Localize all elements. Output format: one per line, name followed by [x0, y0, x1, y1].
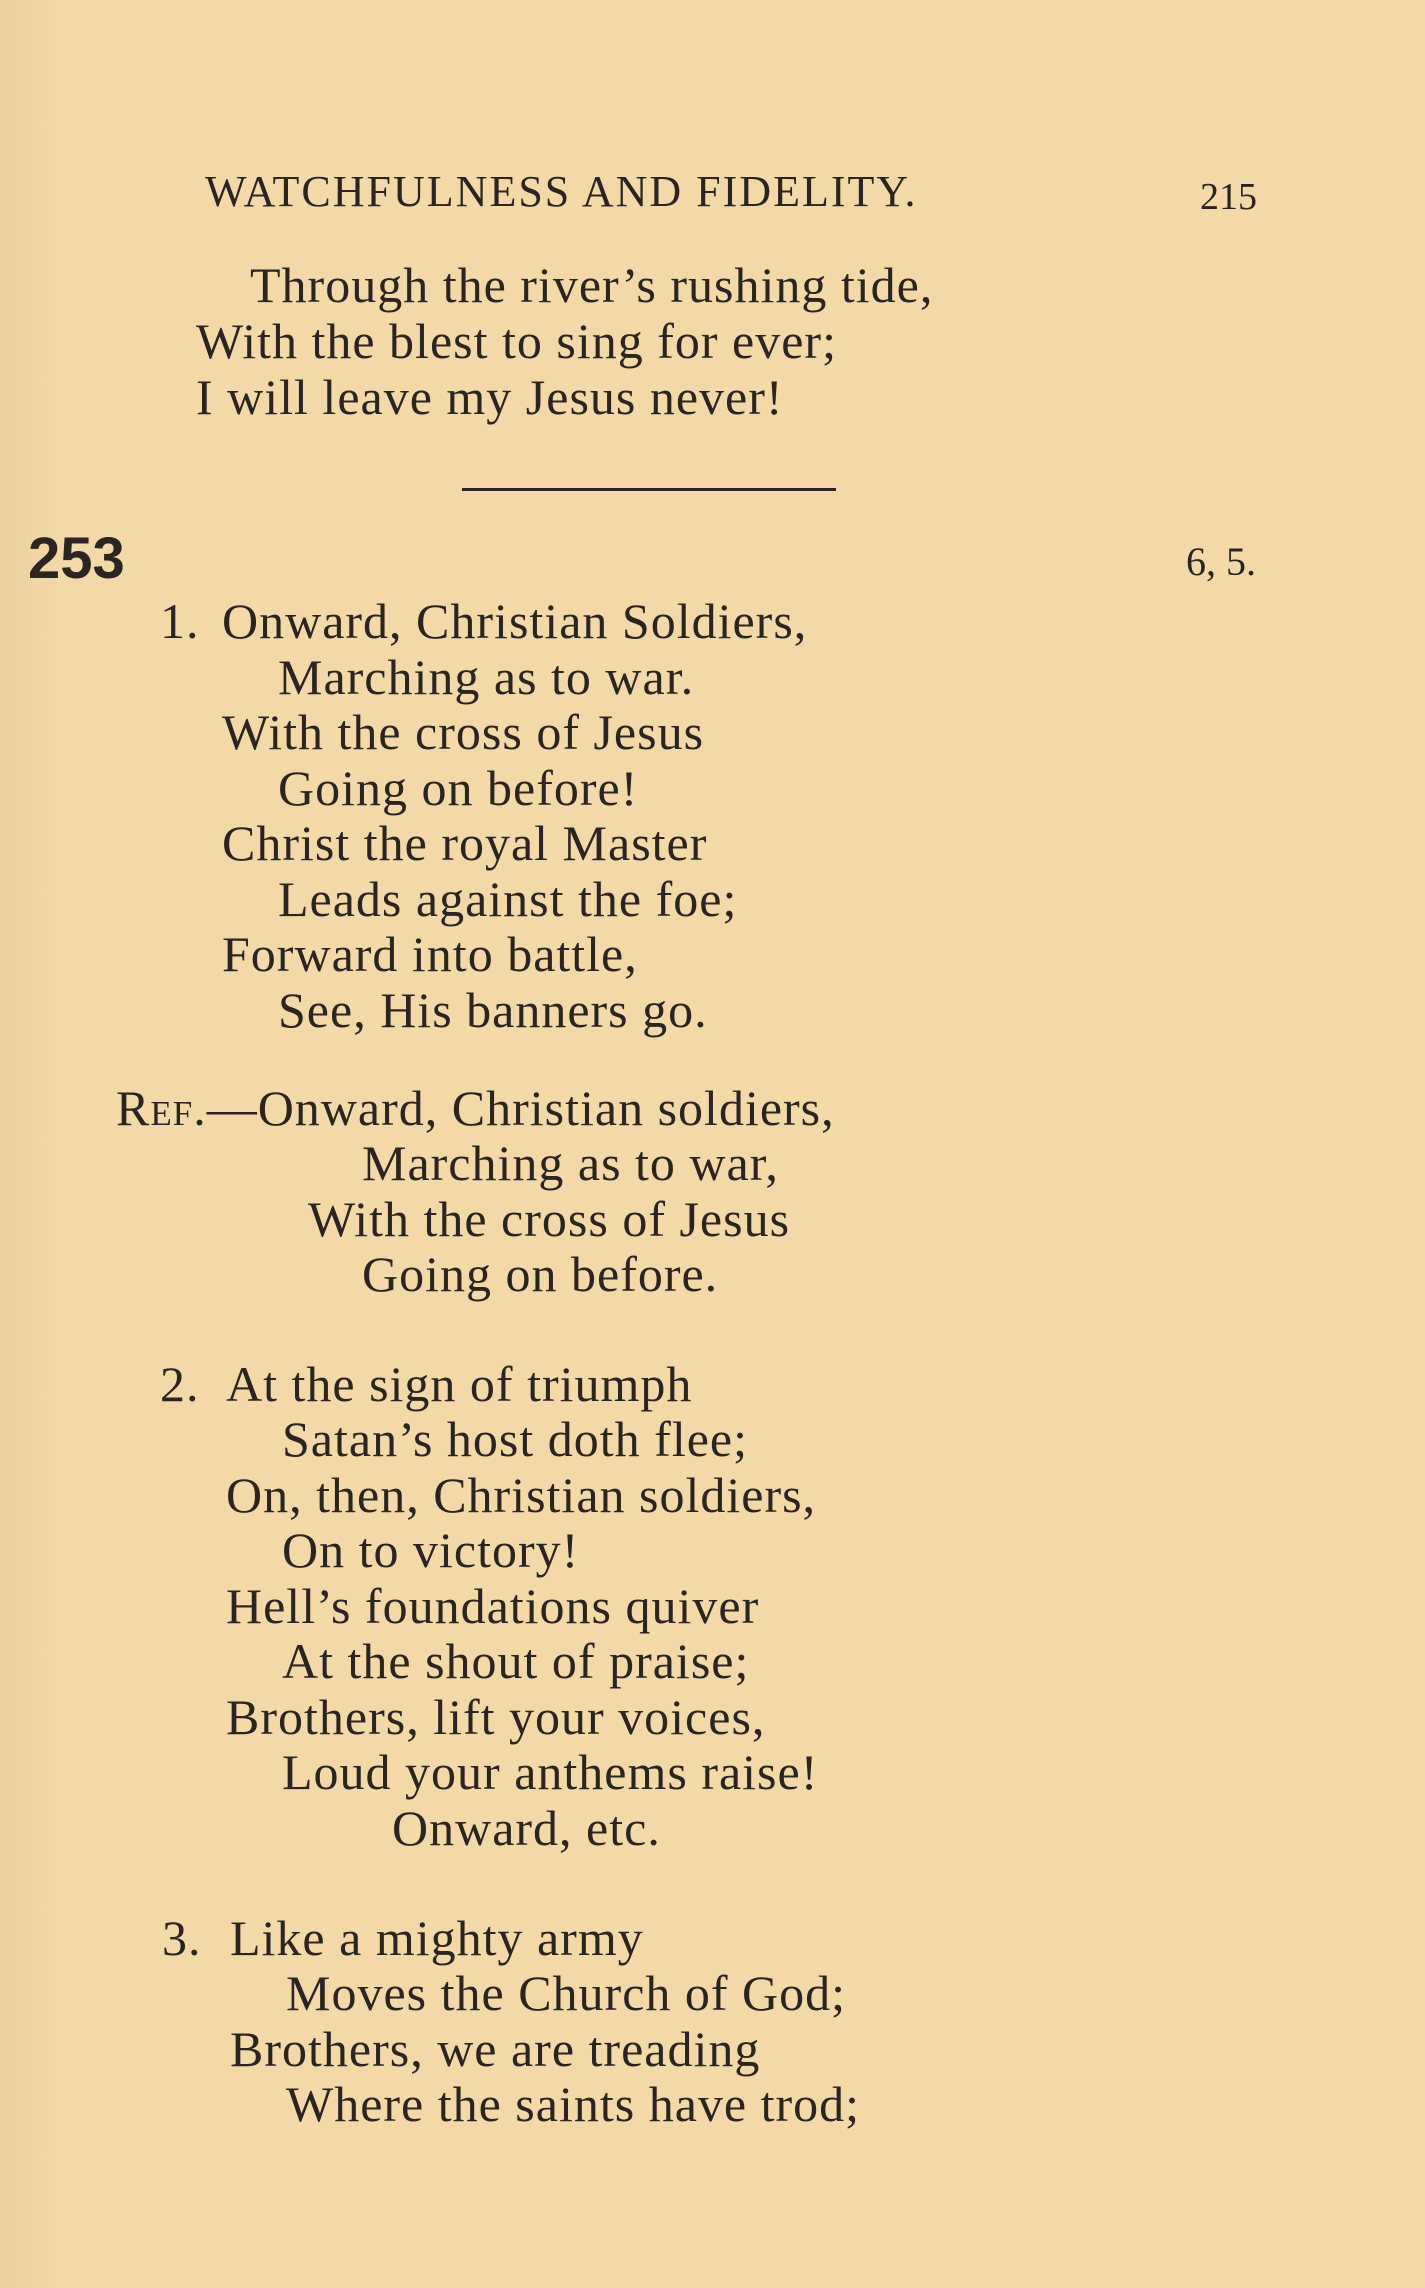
verse-2-line: Satan’s host doth flee;	[282, 1411, 748, 1467]
running-title: WATCHFULNESS AND FIDELITY.	[205, 167, 918, 216]
verse-2-line: On to victory!	[282, 1522, 580, 1578]
continuation-line: Through the river’s rushing tide,	[250, 257, 934, 313]
verse-1-line: Going on before!	[278, 760, 639, 816]
continuation-line: With the blest to sing for ever;	[196, 313, 837, 369]
verse-1-line: Leads against the foe;	[278, 871, 738, 927]
verse-1-line: Onward, Christian Soldiers,	[222, 593, 808, 649]
refrain-line: With the cross of Jesus	[308, 1191, 791, 1247]
continuation-line: I will leave my Jesus never!	[196, 369, 784, 425]
verse-2-line: Loud your anthems raise!	[282, 1744, 819, 1800]
refrain-line: Marching as to war,	[362, 1135, 779, 1191]
refrain-label: Ref.	[116, 1080, 207, 1136]
verse-2-number: 2.	[160, 1356, 200, 1412]
verse-2-line: Brothers, lift your voices,	[226, 1689, 766, 1745]
verse-3-line: Where the saints have trod;	[286, 2076, 861, 2132]
hymn-number: 253	[28, 526, 125, 591]
verse-1-line: Marching as to war.	[278, 649, 695, 705]
hymn-meter: 6, 5.	[1186, 539, 1256, 584]
refrain-line: Going on before.	[362, 1246, 719, 1302]
refrain-label-line	[116, 1080, 835, 1136]
verse-2-line: Onward, etc.	[392, 1800, 661, 1856]
section-divider	[462, 488, 836, 491]
verse-2-line: On, then, Christian soldiers,	[226, 1467, 817, 1523]
verse-3-line: Brothers, we are treading	[230, 2021, 761, 2077]
verse-3-number: 3.	[162, 1910, 202, 1966]
verse-2-line: Hell’s foundations quiver	[226, 1578, 760, 1634]
refrain-line: Onward, Christian soldiers,	[257, 1080, 835, 1136]
verse-2-line: At the shout of praise;	[282, 1633, 750, 1689]
verse-1-number: 1.	[160, 593, 200, 649]
verse-2-line: At the sign of triumph	[226, 1356, 693, 1412]
refrain-dash: —	[206, 1080, 258, 1136]
verse-1-line: See, His banners go.	[278, 982, 708, 1038]
verse-3-line: Like a mighty army	[230, 1910, 644, 1966]
verse-1-line: Forward into battle,	[222, 926, 638, 982]
verse-3-line: Moves the Church of God;	[286, 1965, 847, 2021]
verse-1-line: With the cross of Jesus	[222, 704, 705, 760]
verse-1-line: Christ the royal Master	[222, 815, 708, 871]
page-number: 215	[1200, 176, 1257, 218]
